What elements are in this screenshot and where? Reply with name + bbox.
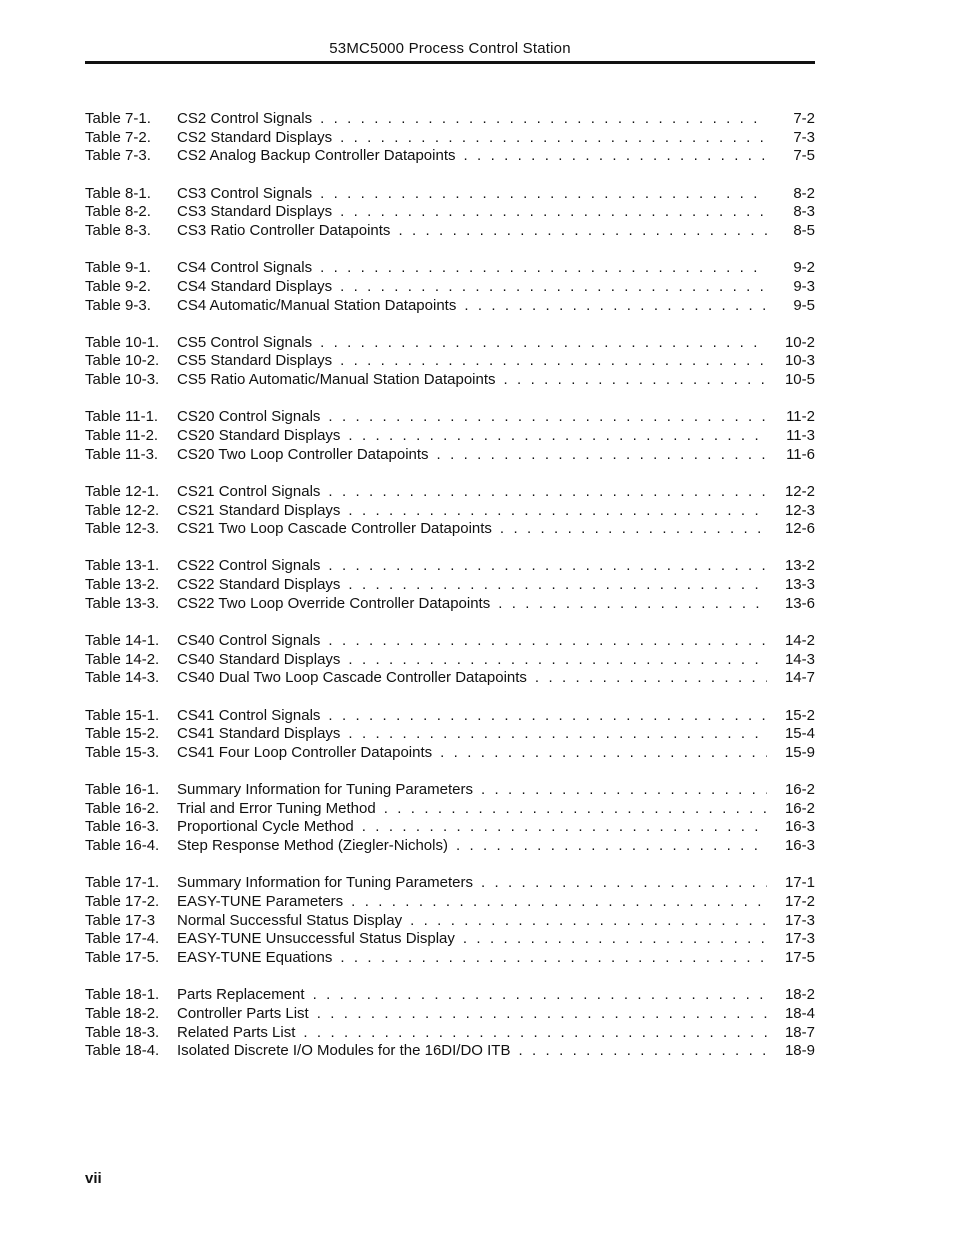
toc-entry[interactable] [85,744,815,763]
page-reference: 14-3 [769,651,815,670]
toc-entry-label [85,446,767,465]
table-number: Table 10-3. [85,371,160,389]
toc-entry-label [85,110,767,129]
table-number: Table 12-1. [85,482,160,500]
toc-group [85,632,815,688]
toc-entry-label [85,520,767,539]
table-title: CS20 Standard Displays [177,426,341,444]
table-number: Table 17-3 [85,911,156,929]
table-title: CS40 Standard Displays [177,650,341,668]
page-reference: 14-2 [769,632,815,651]
table-title: CS22 Standard Displays [177,576,341,594]
table-title: Step Response Method (Ziegler-Nichols) [177,837,448,855]
table-number: Table 18-2. [85,1004,160,1022]
page-reference: 11-6 [769,446,815,465]
page-reference: 7-2 [769,110,815,129]
toc-entry-label [85,334,767,353]
table-title: CS41 Standard Displays [177,725,341,743]
table-number: Table 8-3. [85,221,151,239]
table-title: CS22 Two Loop Override Controller Datapoints [177,594,491,612]
toc-entry[interactable] [85,147,815,166]
toc-entry[interactable] [85,334,815,353]
table-title: CS22 Control Signals [177,557,321,575]
toc-entry[interactable] [85,874,815,893]
table-title: CS21 Two Loop Cascade Controller Datapoints [177,520,492,538]
table-number: Table 17-1. [85,874,160,892]
table-title: CS5 Standard Displays [177,352,333,370]
page-reference: 15-9 [769,744,815,763]
page-reference: 13-2 [769,557,815,576]
table-title: CS3 Control Signals [177,184,313,202]
page-reference: 16-3 [769,818,815,837]
table-title: CS5 Ratio Automatic/Manual Station Datapoints [177,371,496,389]
toc-entry[interactable] [85,837,815,856]
table-title: Trial and Error Tuning Method [177,799,376,817]
toc-group [85,986,815,1061]
table-title: Isolated Discrete I/O Modules for the 16DI/DO ITB [177,1042,511,1060]
toc-entry-label [85,427,767,446]
toc-entry-label [85,632,767,651]
table-number: Table 17-4. [85,930,160,948]
page-reference: 15-2 [769,707,815,726]
toc-entry-label [85,557,767,576]
table-title: Parts Replacement [177,986,305,1004]
toc-entry-label [85,800,767,819]
toc-entry-label [85,669,767,688]
page-reference: 15-4 [769,725,815,744]
toc-entry[interactable] [85,297,815,316]
table-title: EASY-TUNE Equations [177,949,333,967]
page-reference: 18-4 [769,1005,815,1024]
toc-entry[interactable] [85,427,815,446]
toc-entry[interactable] [85,576,815,595]
table-number: Table 10-1. [85,333,160,351]
table-title: CS2 Analog Backup Controller Datapoints [177,147,456,165]
toc-entry-label [85,949,767,968]
table-title: CS21 Standard Displays [177,501,341,519]
page-reference: 11-2 [769,408,815,427]
table-title: CS4 Standard Displays [177,277,333,295]
toc-entry[interactable] [85,502,815,521]
page-reference: 12-2 [769,483,815,502]
table-number: Table 18-1. [85,986,160,1004]
table-title: Normal Successful Status Display [177,911,403,929]
toc-entry-label [85,1024,767,1043]
toc-group [85,185,815,241]
table-number: Table 14-3. [85,669,160,687]
toc-entry-label [85,725,767,744]
toc-entry[interactable] [85,446,815,465]
toc-entry-label [85,874,767,893]
page-reference: 13-3 [769,576,815,595]
table-number: Table 13-3. [85,594,160,612]
table-number: Table 16-1. [85,781,160,799]
table-title: CS41 Control Signals [177,706,321,724]
toc-group [85,781,815,856]
toc-entry[interactable] [85,781,815,800]
toc-entry[interactable] [85,595,815,614]
toc-entry-label [85,744,767,763]
page-reference: 14-7 [769,669,815,688]
page-reference: 10-5 [769,371,815,390]
table-number: Table 9-2. [85,277,151,295]
table-title: CS2 Control Signals [177,110,313,127]
page-reference: 11-3 [769,427,815,446]
toc-entry-label [85,930,767,949]
toc-entry-label [85,707,767,726]
toc-entry-label [85,222,767,241]
toc-entry-label [85,502,767,521]
page-reference: 12-3 [769,502,815,521]
table-title: CS3 Ratio Controller Datapoints [177,221,391,239]
table-number: Table 16-2. [85,799,160,817]
table-number: Table 11-2. [85,426,159,444]
toc-entry-label [85,576,767,595]
toc-group [85,334,815,390]
table-title: CS2 Standard Displays [177,128,333,146]
page-reference: 16-2 [769,781,815,800]
toc-entry[interactable] [85,986,815,1005]
table-number: Table 18-3. [85,1023,160,1041]
page-reference: 9-3 [769,278,815,297]
toc-entry[interactable] [85,669,815,688]
toc-entry[interactable] [85,725,815,744]
page-header-title: 53MC5000 Process Control Station [329,40,571,57]
table-number: Table 17-2. [85,893,160,910]
page-reference: 12-6 [769,520,815,539]
toc-entry-label [85,129,767,148]
header-rule [85,61,815,64]
toc-group [85,557,815,613]
table-title: CS21 Control Signals [177,482,321,500]
table-title: CS40 Control Signals [177,631,321,649]
table-title: Related Parts List [177,1023,296,1041]
toc-entry[interactable] [85,557,815,576]
page-reference: 17-3 [769,930,815,949]
table-title: CS3 Standard Displays [177,203,333,221]
toc-entry-label [85,483,767,502]
toc-entry[interactable] [85,203,815,222]
toc-entry-label [85,408,767,427]
page-reference: 8-5 [769,222,815,241]
toc-entry[interactable] [85,278,815,297]
table-number: Table 8-2. [85,203,151,221]
page-reference: 7-3 [769,129,815,148]
table-number: Table 16-4. [85,837,160,855]
page-number: vii [85,1170,102,1187]
table-number: Table 11-1. [85,408,159,426]
table-title: Summary Information for Tuning Parameters [177,874,473,892]
table-number: Table 16-3. [85,818,160,836]
table-title: EASY-TUNE Parameters [177,893,344,910]
table-number: Table 7-3. [85,147,151,165]
page-reference: 13-6 [769,595,815,614]
table-title: CS40 Dual Two Loop Cascade Controller Datapoints [177,669,527,687]
table-title: CS5 Control Signals [177,333,313,351]
table-number: Table 12-2. [85,501,160,519]
toc-entry[interactable] [85,912,815,931]
page-reference: 16-3 [769,837,815,856]
toc-entry[interactable] [85,129,815,148]
table-number: Table 7-2. [85,128,151,146]
table-number: Table 15-2. [85,725,160,743]
toc-entry-label [85,781,767,800]
toc-entry[interactable] [85,520,815,539]
table-number: Table 9-3. [85,296,151,314]
table-title: CS4 Control Signals [177,259,313,277]
table-title: CS20 Two Loop Controller Datapoints [177,445,429,463]
toc-group [85,408,815,464]
page-reference: 17-5 [769,949,815,968]
toc-entry-label [85,147,767,166]
toc-group [85,874,815,967]
list-of-tables [85,110,815,1080]
table-number: Table 11-3. [85,445,159,463]
page-reference: 10-2 [769,334,815,353]
toc-entry[interactable] [85,352,815,371]
page-reference: 10-3 [769,352,815,371]
page-reference: 17-1 [769,874,815,893]
table-number: Table 13-2. [85,576,160,594]
table-number: Table 9-1. [85,259,151,277]
table-number: Table 8-1. [85,184,151,202]
table-title: Proportional Cycle Method [177,818,354,836]
toc-entry[interactable] [85,707,815,726]
toc-entry[interactable] [85,818,815,837]
table-title: CS41 Four Loop Controller Datapoints [177,743,433,761]
table-number: Table 18-4. [85,1042,160,1060]
toc-entry-label [85,185,767,204]
toc-entry-label [85,1042,767,1061]
toc-entry[interactable] [85,632,815,651]
toc-entry-label [85,278,767,297]
toc-entry-label [85,651,767,670]
toc-entry-label [85,1005,767,1024]
toc-entry[interactable] [85,1024,815,1043]
toc-entry[interactable] [85,893,815,912]
toc-entry-label [85,297,767,316]
page-reference: 7-5 [769,147,815,166]
toc-entry[interactable] [85,483,815,502]
table-title: Controller Parts List [177,1004,309,1022]
page-reference: 16-2 [769,800,815,819]
table-number: Table 7-1. [85,110,151,127]
table-number: Table 10-2. [85,352,160,370]
toc-entry-label [85,893,767,912]
table-title: CS4 Automatic/Manual Station Datapoints [177,296,457,314]
page-reference: 8-3 [769,203,815,222]
toc-entry[interactable] [85,1042,815,1061]
page-reference: 18-9 [769,1042,815,1061]
table-title: EASY-TUNE Unsuccessful Status Display [177,930,455,948]
table-number: Table 13-1. [85,557,160,575]
toc-entry[interactable] [85,110,815,129]
page-reference: 9-2 [769,259,815,278]
toc-entry[interactable] [85,371,815,390]
toc-entry-label [85,837,767,856]
table-number: Table 12-3. [85,520,160,538]
toc-group [85,483,815,539]
page-reference: 18-7 [769,1024,815,1043]
toc-entry-label [85,259,767,278]
page-reference: 8-2 [769,185,815,204]
toc-entry[interactable] [85,1005,815,1024]
toc-entry-label [85,818,767,837]
toc-entry[interactable] [85,259,815,278]
toc-entry[interactable] [85,185,815,204]
table-number: Table 14-1. [85,631,160,649]
toc-entry-label [85,352,767,371]
toc-entry-label [85,595,767,614]
table-number: Table 15-1. [85,706,160,724]
page-reference: 18-2 [769,986,815,1005]
table-title: CS20 Control Signals [177,408,321,426]
toc-group [85,110,815,166]
toc-entry-label [85,371,767,390]
toc-entry[interactable] [85,651,815,670]
toc-entry-label [85,203,767,222]
toc-entry[interactable] [85,222,815,241]
table-number: Table 17-5. [85,949,160,967]
toc-entry[interactable] [85,949,815,968]
page-reference: 9-5 [769,297,815,316]
table-title: Summary Information for Tuning Parameters [177,781,473,799]
table-number: Table 15-3. [85,743,160,761]
toc-entry-label [85,986,767,1005]
toc-entry-label [85,912,767,931]
toc-entry[interactable] [85,408,815,427]
toc-group [85,259,815,315]
toc-entry[interactable] [85,800,815,819]
page-reference: 17-2 [769,893,815,912]
toc-entry[interactable] [85,930,815,949]
page-reference: 17-3 [769,912,815,931]
table-number: Table 14-2. [85,650,160,668]
toc-group [85,707,815,763]
